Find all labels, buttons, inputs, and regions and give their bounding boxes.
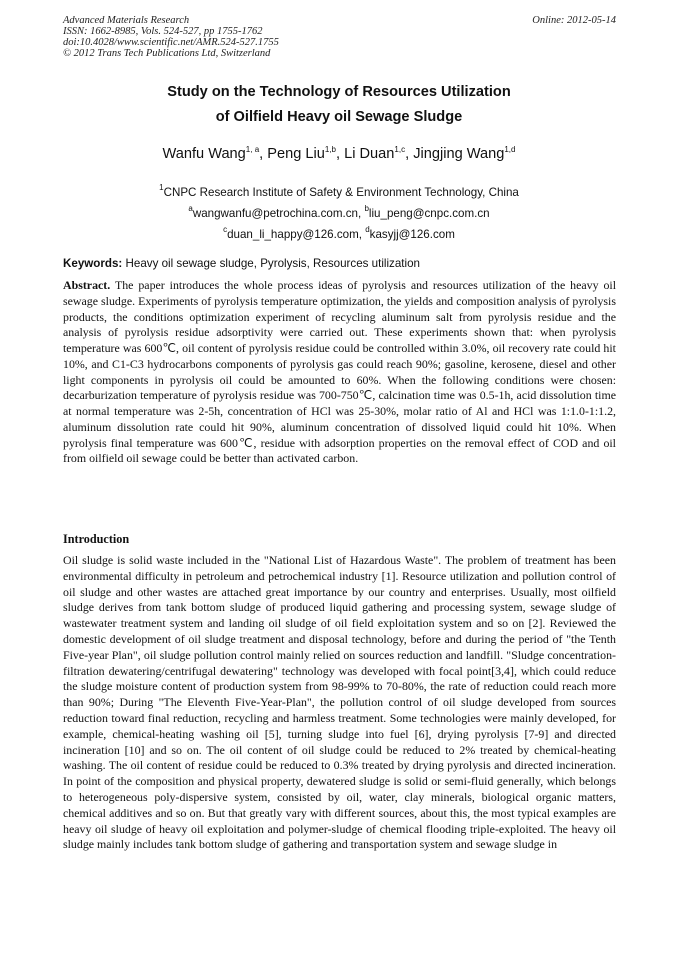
author-name: Wanfu Wang: [162, 146, 246, 162]
email-line-1: [0, 203, 678, 224]
keywords-line: [63, 256, 616, 272]
copyright-line: © 2012 Trans Tech Publications Ltd, Switzerland: [63, 48, 271, 59]
abstract-label: Abstract.: [63, 278, 111, 292]
email-line-2: [0, 224, 678, 245]
title-line-1: Study on the Technology of Resources Utilization: [167, 84, 511, 100]
author-sup: 1,c: [394, 145, 406, 154]
author-separator: ,: [336, 146, 345, 162]
introduction-heading: Introduction: [63, 532, 130, 546]
paper-title: [0, 80, 678, 130]
email-sup: a: [188, 204, 193, 213]
journal-name: Advanced Materials Research: [63, 15, 190, 26]
title-line-2: of Oilfield Heavy oil Sewage Sludge: [215, 109, 463, 125]
introduction-paragraph: Oil sludge is solid waste included in the "National List of Hazardous Waste". The problem of treatment has been environmental difficulty in petroleum and petrochemical industry [1]. Resource utilization and pollution control of oil sludge and other wastes are attached great importance by our country and enterprises. Usually, most oilfield sludge derives from tank bottom sludge of produced liquid gathering and processing system, sewage sludge of wastewater treatment system and landing oil sludge of oil field exploitation system and so on [2]. Reviewed the domestic development of oil sludge treatment and disposal technology, before and during the period of "the Tenth Five-year Plan", oil sludge pollution control mainly relied on sources reduction and landfill. "Sludge concentration-filtration dewatering/centrifugal dewatering" technology was developed with focal point[3,4], which could reduce the sludge moisture content of production system from 98-99% to 70-80%, the rate of reduction could reach more than 90%; During "The Eleventh Five-Year-Plan", the pollution control of oil sludge developed from sources reduction toward final reduction, recycling and harmless treatment. Some technologies were mainly developed, for example, chemical-heating washing oil [5], turning sludge into fuel [6], drying pyrolysis [7-9] and directed incineration [10] and so on. The oil content of oil sludge could be reduced to 2% treated by chemical-heating washing. The oil content of residue could be reduced to 0.3% treated by drying pyrolysis and directed incineration. In point of the composition and physical property, dewatered sludge is solid or semi-fluid generally, which belongs to heterogeneous poly-dispersive system, consisted by oil, water, clay minerals, biological organic matters, chemical additives and so on. But that greatly vary with different sources, about this, the most typical examples are heavy oil sludge of heavy oil exploitation and polymer-sludge of chemical flooding triple-exploited. The heavy oil sludge mainly includes tank bottom sludge of gathering and transportation system and sewage sludge in: [63, 553, 616, 852]
issn-line: ISSN: 1662-8985, Vols. 524-527, pp 1755-1762: [63, 26, 263, 37]
author-name: Li Duan: [344, 146, 395, 162]
email-sup: c: [223, 225, 228, 234]
email-d: kasyjj@126.com: [369, 228, 455, 241]
author-name: Peng Liu: [267, 146, 325, 162]
doi-line: doi:10.4028/www.scientific.net/AMR.524-527.1755: [63, 37, 279, 48]
email-b: liu_peng@cnpc.com.cn: [368, 207, 490, 220]
affiliation-text: CNPC Research Institute of Safety & Environment Technology, China: [163, 186, 519, 199]
author-sup: 1, a: [245, 145, 260, 154]
email-sup: d: [365, 225, 370, 234]
affiliation-block: [0, 182, 678, 245]
author-separator: ,: [405, 146, 414, 162]
keywords-label: Keywords:: [63, 257, 123, 270]
email-sup: b: [364, 204, 369, 213]
email-a: wangwanfu@petrochina.com.cn,: [192, 207, 365, 220]
abstract-text: The paper introduces the whole process ideas of pyrolysis and resources utilization of the heavy oil sewage sludge. Experiments of pyrolysis temperature optimization, the yields and composition analysis of pyrolysis products, the conditions optimization experiment of recycling aluminum salt from pyrolysis residue and the analysis of pyrolysis residue adsorptivity were carried out. These experiments shown that: when pyrolysis temperature was 600℃, oil content of pyrolysis residue could be controlled within 3.0%, oil recovery rate could hit 10%, and C1-C3 hydrocarbons components of pyrolysis gas could reach 90%; gasoline, kerosene, diesel and other light components in pyrolysis oil could be amounted to 60%. When the following conditions were chosen: decarburization temperature of pyrolysis residue was 700-750℃, calcination time was 0.5-1h, acid dissolution time at normal temperature was 2-5h, concentration of HCl was 25-30%, molar ratio of Al and HCl was 1:1.0-1:1.2, aluminum dissolution rate could hit 90%, aluminum concentration of dissolved liquid could hit 10%. When pyrolysis final temperature was 600℃, residue with adsorption properties on the removal effect of COD and oil from oilfield oil sewage could be better than activated carbon.: [63, 278, 616, 466]
email-c: duan_li_happy@126.com,: [227, 228, 366, 241]
affiliation-line: [0, 182, 678, 203]
author-separator: ,: [259, 146, 268, 162]
author-sup: 1,d: [504, 145, 516, 154]
affiliation-sup: 1: [159, 183, 164, 192]
author-name: Jingjing Wang: [413, 146, 505, 162]
online-date: Online: 2012-05-14: [532, 15, 616, 26]
journal-header: [63, 15, 616, 59]
abstract-paragraph: [63, 278, 616, 467]
author-sup: 1,b: [324, 145, 336, 154]
keywords-text: Heavy oil sewage sludge, Pyrolysis, Resources utilization: [122, 257, 420, 270]
author-list: [0, 144, 678, 164]
